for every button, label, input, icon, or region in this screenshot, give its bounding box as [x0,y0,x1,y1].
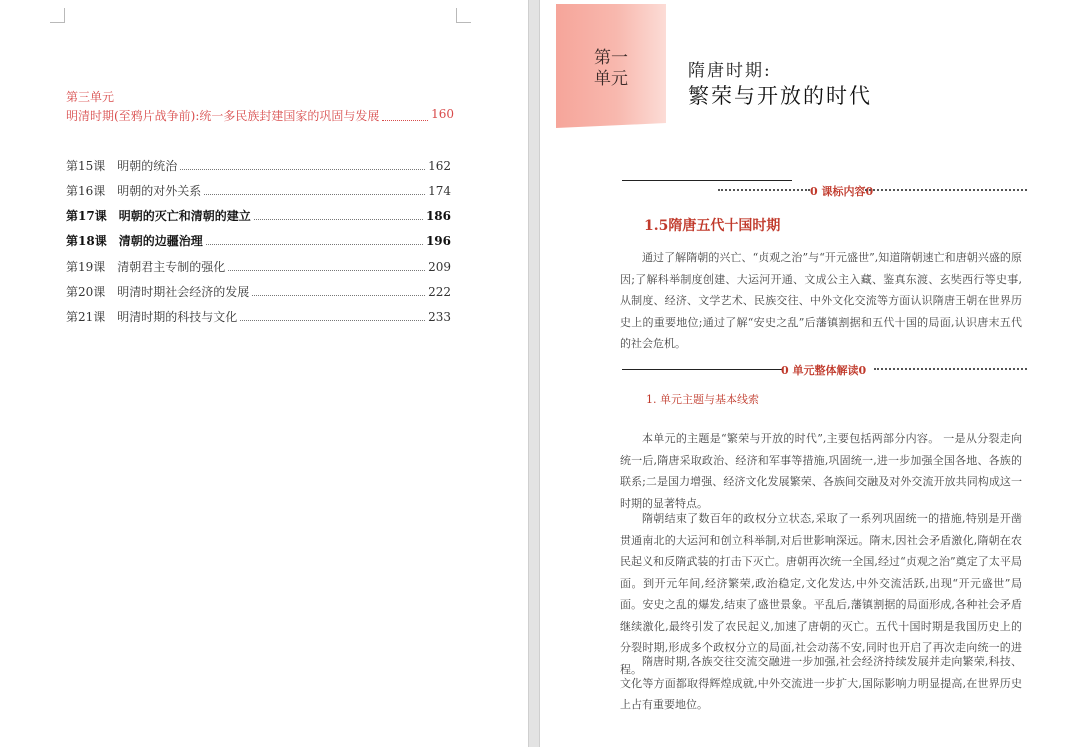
lesson-label: 第19课 [66,260,106,274]
unit-title-entry [66,107,454,124]
unit-title: 明清时期(至鸦片战争前):统一多民族封建国家的巩固与发展 [66,109,380,123]
lesson-title: 清朝的边疆治理 [118,234,203,248]
lesson-page: 196 [425,234,451,248]
leader-dots [240,320,425,321]
era-subtitle: 繁荣与开放的时代 [688,84,872,108]
section-rule-dotted [865,189,1027,191]
lesson-label: 第17课 [66,209,107,223]
right-page [540,0,1080,747]
lesson-page: 162 [428,159,451,173]
section-heading: 1.5隋唐五代十国时期 [644,218,781,234]
section-tag: 0 课标内容0 [810,185,874,198]
toc-entry [66,283,451,301]
body-paragraph: 本单元的主题是“繁荣与开放的时代”,主要包括两部分内容。 一是从分裂走向统一后,隋唐采取政治、经济和军事等措施,巩固统一,进一步加强全国各地、各族的联系;二是国力增强、经济文化发展繁荣、各族间交融及对外交流开放共同构成这一时期的显著特点。 [620,432,1022,510]
toc-entry [66,258,451,276]
section-heading: 1. 单元主题与基本线索 [646,393,759,406]
leader-dots [254,219,423,220]
unit-badge-line1: 第一 [594,48,628,68]
era-title: 隋唐时期: [688,61,772,81]
section-rule [622,369,782,370]
lesson-page: 174 [428,184,451,198]
page-corner-mark [50,8,65,23]
lesson-page: 233 [428,310,451,324]
toc-entry [66,308,451,326]
section-rule-dotted [874,368,1027,370]
lesson-label: 第21课 [66,310,106,324]
leader-dots [180,169,425,170]
leader-dots [382,107,428,121]
lesson-title: 明清时期社会经济的发展 [117,285,250,299]
lesson-label: 第18课 [66,234,107,248]
leader-dots [228,270,425,271]
lesson-label: 第20课 [66,285,106,299]
unit-badge [556,48,666,90]
lesson-title: 明清时期的科技与文化 [117,310,238,324]
section-rule [622,180,792,181]
section-rule-dotted [718,189,810,191]
lesson-title: 明朝的灭亡和清朝的建立 [118,209,251,223]
body-paragraph: 隋朝结束了数百年的政权分立状态,采取了一系列巩固统一的措施,特别是开凿贯通南北的大运河和创立科举制,对后世影响深远。隋末,因社会矛盾激化,隋朝在农民起义和反隋武装的打击下灭亡。唐朝再次统一全国,经过“贞观之治”奠定了太平局面。到开元年间,经济繁荣,政治稳定,文化发达,中外交流活跃,出现“开元盛世”局面。安史之乱的爆发,结束了盛世景象。平乱后,藩镇割据的局面形成,各种社会矛盾继续激化,最终引发了农民起义,加速了唐朝的灭亡。五代十国时期是我国历史上的分裂时期,形成多个政权分立的局面,社会动荡不安,同时也开启了再次走向统一的进程。 [620,512,1022,676]
lesson-title: 明朝的统治 [117,159,178,173]
body-paragraph: 通过了解隋朝的兴亡、“贞观之治”与“开元盛世”,知道隋朝速亡和唐朝兴盛的原因;了解科举制度创建、大运河开通、文成公主入藏、鉴真东渡、玄奘西行等史事,从制度、经济、文学艺术、民族交往、中外文化交流等方面认识隋唐王朝在世界历史上的重要地位;通过了解“安史之乱”后藩镇割据和五代十国的局面,认识唐末五代的社会危机。 [620,251,1022,350]
lesson-label: 第16课 [66,184,106,198]
toc-entry [66,182,451,200]
body-paragraph: 隋唐时期,各族交往交流交融进一步加强,社会经济持续发展并走向繁荣,科技、文化等方面都取得辉煌成就,中外交流进一步扩大,国际影响力明显提高,在世界历史上占有重要地位。 [620,655,1022,711]
page-gutter [528,0,540,747]
toc-entry [66,157,451,175]
lesson-label: 第15课 [66,159,106,173]
unit-badge-line2: 单元 [594,69,628,89]
lesson-title: 清朝君主专制的强化 [117,260,226,274]
section-tag: 0 单元整体解读0 [781,364,867,377]
lesson-page: 209 [428,260,451,274]
leader-dots [206,244,423,245]
left-page [0,0,528,747]
lesson-page: 222 [428,285,451,299]
page-corner-mark [456,8,471,23]
lesson-page: 186 [425,209,451,223]
toc-entry [66,232,451,250]
leader-dots [252,295,425,296]
leader-dots [204,194,425,195]
unit-page-number: 160 [431,107,454,121]
lesson-title: 明朝的对外关系 [117,184,202,198]
toc-entry [66,207,451,225]
unit-label: 第三单元 [66,90,115,104]
